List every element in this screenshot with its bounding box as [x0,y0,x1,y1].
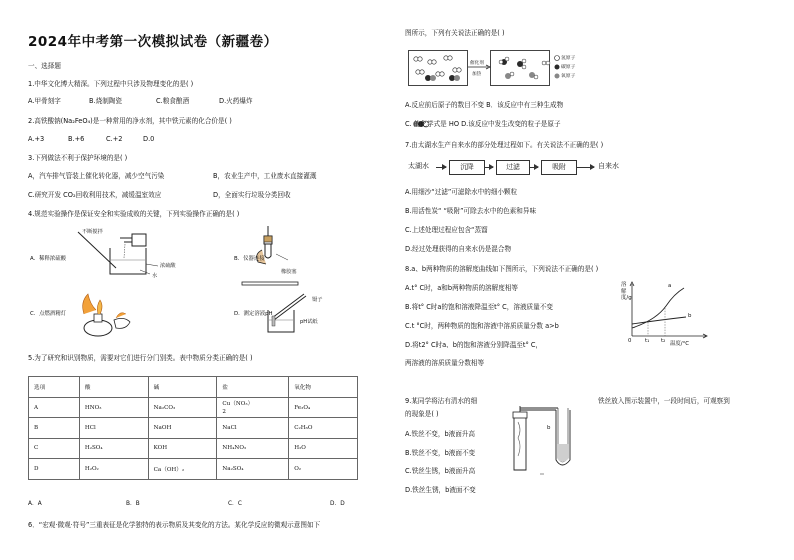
table-cell: NaOH [148,418,217,438]
q6-stem: 6．“宏观·微观·符号”三重表征是化学独特的表示物质及其变化的方法。某化学反应的微观示意图如下 [28,521,321,529]
q9-stem-part1: 9.某同学将沾有清水的细 [405,397,478,405]
q6-legend-oxygen: 氧原子 [561,74,576,79]
q3-stem: 3.下列做法不利于保护环境的是( ) [28,154,128,162]
table-cell: Na₂CO₃ [148,398,217,418]
q4-label-d: D．测定溶液pH [234,311,273,317]
q4-fig-a-label-stir: 不断搅拌 [82,229,103,235]
q6-stem-cont: 图所示，下列有关说法正确的是( ) [405,29,505,37]
table-cell: H₂SO₄ [79,438,148,458]
table-cell: Fe₃O₄ [289,398,358,418]
q5-option-d[interactable]: D．D [330,501,345,507]
table-header-cell: 碱 [148,377,217,398]
q1-option-d[interactable]: D.火药爆炸 [219,97,253,105]
q9-option-a[interactable]: A.铁丝不变，b液面升高 [405,430,476,438]
q9-apparatus [506,400,596,476]
q4-fig-d-label-tweezers: 镊子 [312,297,323,303]
q6-molecules [408,50,608,84]
q7-option-a[interactable]: A.用细沙“过滤”可滤除水中的细小颗粒 [405,188,518,196]
q4-label-b: B．仪器连接 [234,256,265,262]
chart-tick-t1: t₁ [645,338,650,344]
q3-option-a[interactable]: A，汽车排气管装上催化转化器，减少空气污染 [28,172,165,180]
q3-option-d[interactable]: D，全面实行垃圾分类回收 [213,191,291,199]
q7-stem: 7.由太湖水生产自来水的部分处理过程如下。有关说法不正确的是( ) [405,141,604,149]
q7-arrow [576,167,594,168]
q3-option-c[interactable]: C.研究开发 CO₂回收利用技术，减缓温室效应 [28,191,162,199]
q8-option-a[interactable]: A.t° C时，a和b两种物质的溶解度相等 [405,284,519,292]
table-header-cell: 氧化物 [289,377,358,398]
table-cell-text: Cu（NO₃） [222,400,254,407]
q1-option-c[interactable]: C.粮食酿酒 [156,97,190,105]
chart-xlabel: 温度/°C [670,341,690,347]
table-row [29,459,358,479]
chart-ylabel: 溶解度/g [621,282,632,301]
q7-flow-source: 太湖水 [408,162,429,170]
q4-label-a: A．稀释浓硫酸 [30,256,67,262]
q5-option-b[interactable]: B．B [126,501,140,507]
q9-option-c[interactable]: C.铁丝生锈，b液面升高 [405,467,476,475]
q7-arrow [436,167,446,168]
q7-arrow [529,167,538,168]
q8-stem: 8.a、b两种物质的溶解度曲线如下图所示，下列说法不正确的是( ) [405,265,599,273]
q4-figure-c [70,288,140,338]
table-cell: H₂O₂ [79,459,148,479]
q7-flow-tapwater: 自来水 [598,162,619,170]
q5-option-c[interactable]: C．C [228,501,242,507]
table-row [29,418,358,438]
q7-arrow [484,167,493,168]
q1-option-b[interactable]: B.烧制陶瓷 [89,97,122,105]
q6-condition-heat: 加热 [472,72,482,77]
q6-option-ab[interactable]: A.反应前后原子的数目不变 B．该反应中有三种生成物 [405,101,564,109]
q1-option-a[interactable]: A.甲骨刻字 [28,97,61,105]
q2-option-d[interactable]: D.0 [143,135,155,143]
q4-stem: 4.规范实验操作是保证安全和实验成败的关键，下列实验操作正确的是( ) [28,210,240,218]
classification-table [28,376,358,480]
q2-stem: 2.高铁酸钠(Na₂FeO₄)是一种常用的净水剂，其中铁元素的化合价是( ) [28,117,232,125]
q2-option-a[interactable]: A.+3 [28,135,45,143]
table-cell: HCl [79,418,148,438]
table-cell: O₂ [289,459,358,479]
q2-option-c[interactable]: C.+2 [106,135,123,143]
chart-label-b: b [688,313,692,319]
table-header-cell: 选项 [29,377,80,398]
q6-legend-hydrogen: 氢原子 [561,56,576,61]
q4-label-c: C．点燃酒精灯 [30,311,67,317]
section-heading: 一、选择题 [28,62,61,70]
q9-option-d[interactable]: D.铁丝生锈，b液面不变 [405,486,476,494]
q4-fig-d-label-paper: pH试纸 [300,319,318,325]
q7-flow-adsorb: 吸附 [541,160,577,175]
q2-option-b[interactable]: B.+6 [68,135,85,143]
q5-option-a[interactable]: A．A [28,501,42,507]
table-cell: B [29,418,80,438]
page-title: 2024年中考第一次模拟试卷（新疆卷） [28,34,278,50]
table-cell: HNO₃ [79,398,148,418]
table-cell: H₂O [289,438,358,458]
q8-option-d[interactable]: D.将t2° C时a、b的饱和溶液分别降温至t° C， [405,341,543,349]
q5-stem: 5.为了研究和识别物质，需要对它们进行分门别类。表中物质分类正确的是( ) [28,354,253,362]
curve-a [632,288,684,328]
table-header-cell: 盐 [217,377,289,398]
q4-figure-a [40,228,170,278]
table-row [29,398,358,418]
q7-option-b[interactable]: B.用活性炭“ “吸附”可除去水中的色素和异味 [405,207,537,215]
q4-fig-b-label: 橡胶塞 [281,269,297,275]
chart-label-a: a [668,283,672,289]
table-cell [217,398,289,418]
q7-option-d[interactable]: D.经过处理获得的自来水仍是混合物 [405,245,512,253]
table-cell-sub: 2 [222,408,226,415]
table-cell: NH₄NO₃ [217,438,289,458]
table-cell: NaCl [217,418,289,438]
table-cell: Ca（OH）₂ [148,459,217,479]
q7-flow-filter: 过滤 [496,160,530,175]
q9-stem-part2: 铁丝放入图示装置中，一段时间后，可观察到 [598,397,730,405]
q7-option-c[interactable]: C.上述处理过程应包含“蒸馏 [405,226,488,234]
q9-option-b[interactable]: B.铁丝不变，b液面不变 [405,449,476,457]
q6-legend-carbon: 碳原子 [561,65,576,70]
q3-option-b[interactable]: B，农业生产中，工业废水直接灌溉 [213,172,317,180]
q4-fig-a-label-acid: 浓硫酸 [160,263,176,269]
q1-stem: 1.中华文化博大精深。下列过程中只涉及物理变化的是( ) [28,80,194,88]
table-row [29,438,358,458]
q8-option-c[interactable]: C.t °C时，两种物质的饱和溶液中溶质质量分数 a>b [405,322,559,330]
table-cell: C [29,438,80,458]
table-cell: C₂H₆O [289,418,358,438]
q4-fig-a-label-water: 水 [152,273,158,279]
q6-option-cd[interactable]: C. 的化学式是 HO D.该反应中发生改变的粒子是原子 [405,120,561,128]
q9-label-b: b [547,425,551,431]
chart-origin: 0 [628,338,632,344]
chart-tick-t2: t₂ [661,338,666,344]
table-cell: KOH [148,438,217,458]
q8-option-d-cont[interactable]: 两溶液的溶质质量分数相等 [405,359,485,367]
table-cell: D [29,459,80,479]
table-header-cell: 酸 [79,377,148,398]
table-header-row [29,377,358,398]
q9-stem-part3: 的现象是( ) [405,410,439,418]
table-cell: Na₂SO₄ [217,459,289,479]
q8-option-b[interactable]: B.将t° C时a的饱和溶液降温至t° C，溶液质量不变 [405,303,553,311]
q7-flow-sediment: 沉降 [449,160,485,175]
q6-condition-catalyst: 催化剂 [470,61,484,66]
table-cell: A [29,398,80,418]
curve-b [632,317,686,324]
